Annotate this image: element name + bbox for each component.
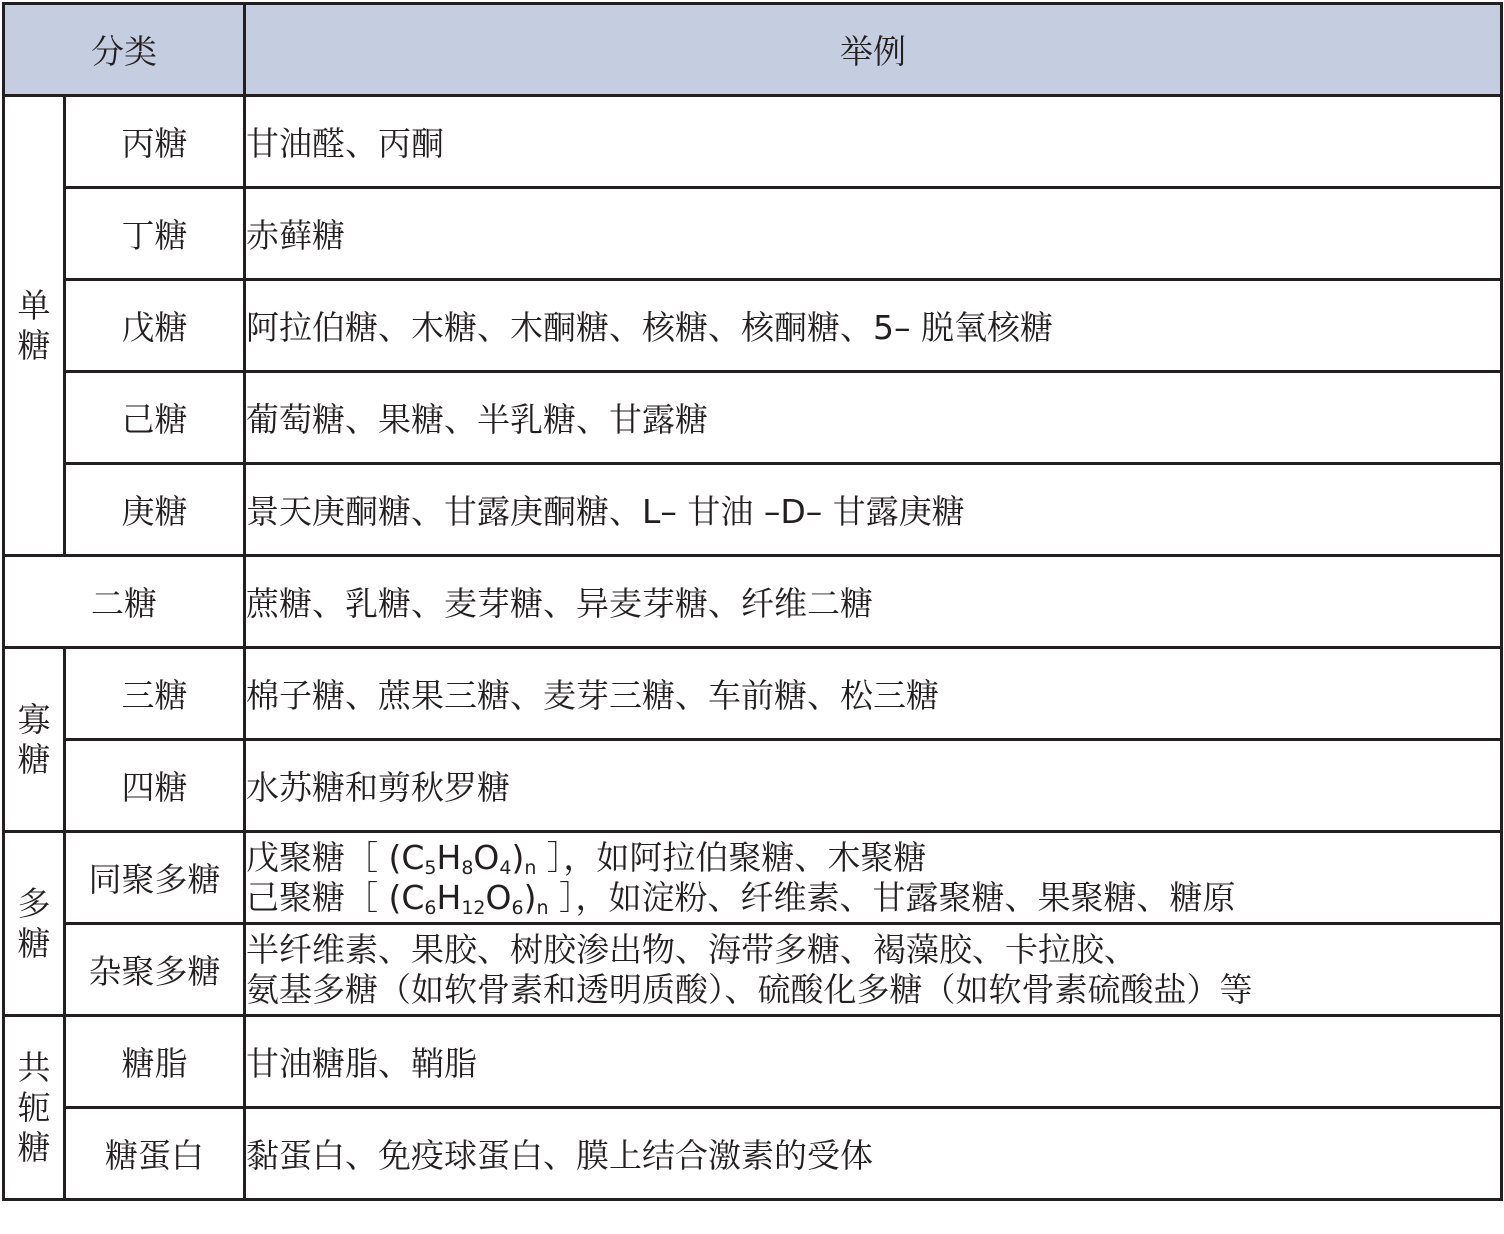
formula-subscript: 8 bbox=[461, 856, 474, 879]
subtype-name: 己糖 bbox=[65, 372, 245, 464]
formula-subscript: n bbox=[536, 896, 549, 919]
example-cell: 甘油糖脂、鞘脂 bbox=[245, 1016, 1502, 1108]
formula-text: H bbox=[436, 877, 462, 917]
formula-text: 戊聚糖［ (C bbox=[246, 837, 425, 877]
header-category: 分类 bbox=[4, 4, 245, 96]
formula-subscript: 6 bbox=[424, 896, 437, 919]
table-row bbox=[4, 280, 1502, 372]
group-label: 寡糖 bbox=[17, 699, 51, 779]
subtype-name: 同聚多糖 bbox=[65, 832, 245, 924]
group-label: 共轭糖 bbox=[17, 1047, 51, 1167]
group-monosaccharide bbox=[4, 96, 65, 556]
formula-text: ) bbox=[523, 877, 537, 917]
table-row bbox=[4, 740, 1502, 832]
subtype-name: 杂聚多糖 bbox=[65, 924, 245, 1016]
table-row bbox=[4, 188, 1502, 280]
example-cell bbox=[245, 832, 1502, 924]
example-cell: 甘油醛、丙酮 bbox=[245, 96, 1502, 188]
example-cell: 赤藓糖 bbox=[245, 188, 1502, 280]
subtype-name: 糖脂 bbox=[65, 1016, 245, 1108]
subtype-name: 糖蛋白 bbox=[65, 1108, 245, 1200]
subtype-name: 戊糖 bbox=[65, 280, 245, 372]
formula-text: ］，如阿拉伯聚糖、木聚糖 bbox=[536, 837, 927, 877]
formula-subscript: 5 bbox=[424, 856, 437, 879]
table-row bbox=[4, 648, 1502, 740]
formula-text: O bbox=[485, 877, 512, 917]
example-cell: 景天庚酮糖、甘露庚酮糖、L– 甘油 –D– 甘露庚糖 bbox=[245, 464, 1502, 556]
table-row bbox=[4, 832, 1502, 924]
table-row bbox=[4, 924, 1502, 1016]
table-row bbox=[4, 556, 1502, 648]
example-line bbox=[246, 838, 1500, 878]
header-examples: 举例 bbox=[245, 4, 1502, 96]
example-cell: 蔗糖、乳糖、麦芽糖、异麦芽糖、纤维二糖 bbox=[245, 556, 1502, 648]
formula-text: H bbox=[436, 837, 462, 877]
formula-text: ) bbox=[511, 837, 525, 877]
example-cell: 黏蛋白、免疫球蛋白、膜上结合激素的受体 bbox=[245, 1108, 1502, 1200]
formula-subscript: 12 bbox=[461, 896, 486, 919]
example-cell: 葡萄糖、果糖、半乳糖、甘露糖 bbox=[245, 372, 1502, 464]
example-line bbox=[246, 878, 1500, 918]
example-cell: 阿拉伯糖、木糖、木酮糖、核糖、核酮糖、5– 脱氧核糖 bbox=[245, 280, 1502, 372]
group-disaccharide: 二糖 bbox=[4, 556, 245, 648]
subtype-name: 丁糖 bbox=[65, 188, 245, 280]
group-label: 多糖 bbox=[17, 883, 51, 963]
table-row bbox=[4, 1108, 1502, 1200]
formula-text: ］，如淀粉、纤维素、甘露聚糖、果聚糖、糖原 bbox=[548, 877, 1236, 917]
table-row bbox=[4, 464, 1502, 556]
example-line: 半纤维素、果胶、树胶渗出物、海带多糖、褐藻胶、卡拉胶、 bbox=[246, 929, 1137, 969]
table-row bbox=[4, 96, 1502, 188]
subtype-name: 四糖 bbox=[65, 740, 245, 832]
example-line: 氨基多糖（如软骨素和透明质酸）、硫酸化多糖（如软骨素硫酸盐）等 bbox=[246, 969, 1253, 1009]
table-row bbox=[4, 372, 1502, 464]
example-cell bbox=[245, 924, 1502, 1016]
subtype-name: 三糖 bbox=[65, 648, 245, 740]
formula-subscript: 6 bbox=[511, 896, 524, 919]
subtype-name: 丙糖 bbox=[65, 96, 245, 188]
table-header-row bbox=[4, 4, 1502, 96]
group-oligosaccharide bbox=[4, 648, 65, 832]
subtype-name: 庚糖 bbox=[65, 464, 245, 556]
group-label: 单糖 bbox=[17, 285, 51, 365]
example-cell: 棉子糖、蔗果三糖、麦芽三糖、车前糖、松三糖 bbox=[245, 648, 1502, 740]
table-row bbox=[4, 1016, 1502, 1108]
group-conjugated bbox=[4, 1016, 65, 1200]
formula-text: 己聚糖［ (C bbox=[246, 877, 425, 917]
group-polysaccharide bbox=[4, 832, 65, 1016]
formula-subscript: n bbox=[524, 856, 537, 879]
carbohydrate-classification-table bbox=[2, 2, 1503, 1201]
formula-text: O bbox=[473, 837, 500, 877]
example-cell: 水苏糖和剪秋罗糖 bbox=[245, 740, 1502, 832]
formula-subscript: 4 bbox=[499, 856, 512, 879]
